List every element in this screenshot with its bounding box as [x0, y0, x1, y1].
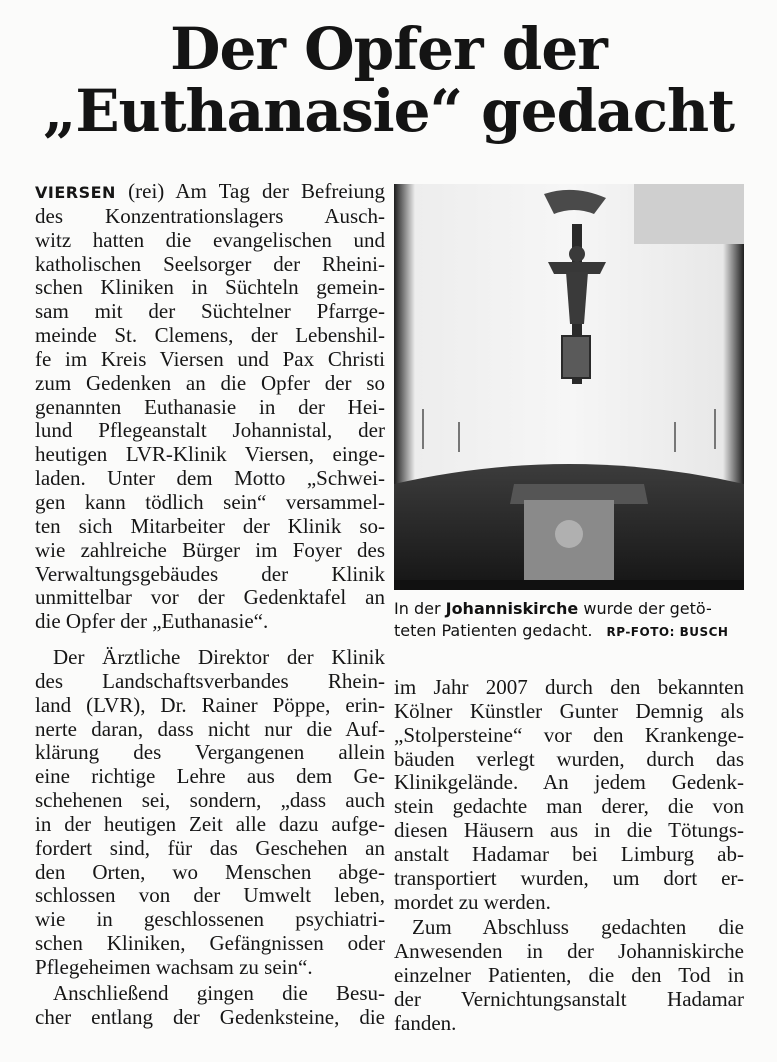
text-line: wie zahlreiche Bürger im Foyer des — [35, 537, 385, 562]
text-line: Der Ärztliche Direktor der Klinik — [53, 645, 385, 669]
photo-credit: RP-FOTO: BUSCH — [606, 625, 729, 639]
text-line: Pflegeheimen wachsam zu sein“. — [35, 954, 313, 979]
paragraph — [394, 916, 744, 1035]
caption-line-1 — [394, 598, 754, 620]
text-line: unmittelbar vor der Gedenktafel an — [35, 585, 385, 610]
headline — [0, 15, 777, 145]
caption-text: wurde der getö- — [578, 599, 712, 618]
text-line: der Vernichtungsanstalt Hadamar — [394, 986, 744, 1011]
caption-church-name: Johanniskirche — [445, 599, 579, 618]
text-line: fe im Kreis Viersen und Pax Christi — [35, 346, 385, 371]
text-line: Zum Abschluss gedachten die — [412, 915, 744, 940]
article-paragraph-3-4 — [394, 676, 744, 1036]
text-line: zum Gedenken an die Opfer der so — [35, 370, 385, 395]
text-line: die Opfer der „Euthanasie“. — [35, 609, 269, 634]
text-line: Kölner Künstler Gunter Demnig als — [394, 698, 744, 723]
text-line: Verwaltungsgebäudes der Klinik — [35, 561, 385, 586]
text-line: klärung des Vergangenen allein — [35, 740, 385, 765]
text-line: wie in geschlossenen psychiatri- — [35, 907, 385, 932]
text-line: Anwesenden in der Johanniskirche — [394, 939, 744, 964]
text-line: schehenen sei, sondern, „dass auch — [35, 788, 385, 813]
text-line: fordert sind, für das Geschehen an — [35, 835, 385, 860]
text-line: gen kann tödlich sein“ versammel- — [35, 489, 385, 514]
text-line: laden. Unter dem Motto „Schwei- — [35, 466, 385, 491]
text-line: mordet zu werden. — [394, 889, 551, 914]
headline-line-1: Der Opfer der — [170, 15, 607, 83]
text-line: schlossen von der Umwelt leben, — [35, 883, 385, 908]
article-paragraph-2-3 — [35, 646, 385, 1030]
church-photo — [394, 184, 744, 590]
text-line: sam mit der Süchtelner Pfarrge- — [35, 299, 385, 324]
text-line: einzelner Patienten, die den Tod in — [394, 963, 744, 988]
dateline: VIERSEN — [35, 183, 116, 202]
text-line: eine richtige Lehre aus dem Ge- — [35, 764, 385, 789]
text-line: anstalt Hadamar bei Limburg ab- — [394, 841, 744, 866]
text-line: transportiert wurden, um dort er- — [394, 865, 744, 890]
caption-text: teten Patienten gedacht. — [394, 621, 593, 640]
paragraph — [35, 646, 385, 980]
text-line: ten sich Mitarbeiter der Klinik so- — [35, 513, 385, 538]
text-run: (rei) Am Tag der Befreiung — [115, 179, 385, 203]
headline-line-2: „Euthanasie“ gedacht — [42, 77, 735, 145]
text-line: nerte daran, dass nicht nur die Auf- — [35, 716, 385, 741]
text-line: lund Pflegeanstalt Johannistal, der — [35, 418, 385, 443]
text-line: in der heutigen Zeit alle dazu aufge- — [35, 811, 385, 836]
text-line: cher entlang der Gedenksteine, die — [35, 1004, 385, 1029]
text-line: genannten Euthanasie in der Hei- — [35, 394, 385, 419]
text-line: des Konzentrationslagers Ausch- — [35, 203, 385, 228]
text-line: schen Kliniken, Gefängnissen oder — [35, 931, 385, 956]
text-line: schen Kliniken in Süchteln gemein- — [35, 275, 385, 300]
text-line: fanden. — [394, 1010, 457, 1035]
text-line: diesen Häusern aus in die Tötungs- — [394, 818, 744, 843]
paragraph — [394, 676, 744, 914]
text-line: „Stolpersteine“ vor den Krankenge- — [394, 722, 744, 747]
text-line: im Jahr 2007 durch den bekannten — [394, 675, 744, 699]
text-line: des Landschaftsverbandes Rhein- — [35, 668, 385, 693]
paragraph — [35, 982, 385, 1030]
text-line: heutigen LVR-Klinik Viersen, einge- — [35, 442, 385, 467]
caption-line-2 — [394, 620, 754, 643]
text-line: stein gedachte man derer, die von — [394, 794, 744, 819]
text-line: katholischen Seelsorger der Rheini- — [35, 251, 385, 276]
text-line: Klinikgelände. An jedem Gedenk- — [394, 770, 744, 795]
church-altar-image — [394, 184, 744, 590]
text-line — [35, 180, 385, 205]
text-line: bäuden verlegt wurden, durch das — [394, 746, 744, 771]
caption-text: In der — [394, 599, 446, 618]
text-line: land (LVR), Dr. Rainer Pöppe, erin- — [35, 692, 385, 717]
text-line: witz hatten die evangelischen und — [35, 227, 385, 252]
article-paragraph-1 — [35, 180, 385, 634]
text-line: meinde St. Clemens, der Lebenshil- — [35, 323, 385, 348]
paragraph — [35, 180, 385, 634]
text-line: den Orten, wo Menschen abge- — [35, 859, 385, 884]
photo-caption — [394, 598, 754, 643]
text-line: Anschließend gingen die Besu- — [53, 980, 385, 1005]
